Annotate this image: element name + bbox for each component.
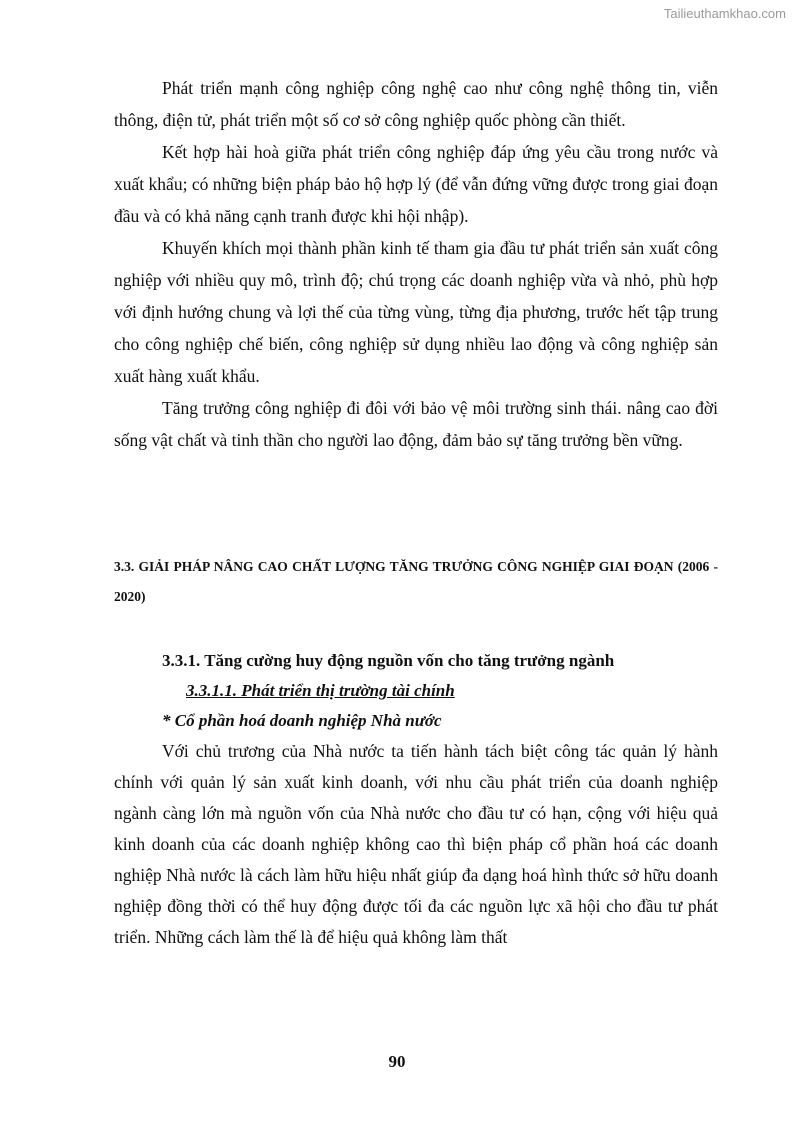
paragraph-equitization: Với chủ trương của Nhà nước ta tiến hành tách biệt công tác quản lý hành chính với quản lý sản xuất kinh doanh, với nhu cầu phát triển của doanh nghiệp ngành càng lớn mà nguồn vốn của Nhà nước cho đầu tư có hạn, cộng với hiệu quả kinh doanh của các doanh nghiệp không cao thì biện pháp cổ phần hoá các doanh nghiệp Nhà nước là cách làm hữu hiệu nhất giúp đa dạng hoá hình thức sở hữu doanh nghiệp đồng thời có thể huy động được tối đa các nguồn lực xã hội cho đầu tư phát triển. Những cách làm thế là để hiệu quả không làm thất [114, 741, 718, 947]
page-number: 90 [388, 1052, 406, 1071]
paragraph-high-tech: Phát triển mạnh công nghiệp công nghệ cao như công nghệ thông tin, viễn thông, điện tử, phát triển một số cơ sở công nghiệp quốc phòng cần thiết. [114, 78, 718, 130]
subsubsection-heading: 3.3.1.1. Phát triển thị trường tài chính [186, 681, 455, 700]
section-heading: 3.3. GIẢI PHÁP NÂNG CAO CHẤT LƯỢNG TĂNG TRƯỞNG CÔNG NGHIỆP GIAI ĐOẠN (2006 - 2020) [114, 559, 718, 604]
paragraph-encourage: Khuyến khích mọi thành phần kinh tế tham gia đầu tư phát triển sản xuất công nghiệp với nhiều quy mô, trình độ; chú trọng các doanh nghiệp vừa và nhỏ, phù hợp với định hướng chung và lợi thế của từng vùng, từng địa phương, trước hết tập trung cho công nghiệp chế biến, công nghiệp sử dụng nhiều lao động và công nghiệp sản xuất hàng xuất khẩu. [114, 238, 718, 386]
bullet-heading: * Cổ phần hoá doanh nghiệp Nhà nước [162, 711, 442, 730]
page-content [114, 72, 718, 953]
subsection-heading: 3.3.1. Tăng cường huy động nguồn vốn cho tăng trưởng ngành [162, 651, 615, 670]
paragraph-environment: Tăng trưởng công nghiệp đi đôi với bảo vệ môi trường sinh thái. nâng cao đời sống vật chất và tinh thần cho người lao động, đảm bảo sự tăng trưởng bền vững. [114, 398, 718, 450]
paragraph-harmony: Kết hợp hài hoà giữa phát triển công nghiệp đáp ứng yêu cầu trong nước và xuất khẩu; có những biện pháp bảo hộ hợp lý (để vẫn đứng vững được trong giai đoạn đầu và có khả năng cạnh tranh được khi hội nhập). [114, 142, 718, 226]
watermark: Tailieuthamkhao.com [663, 6, 786, 21]
